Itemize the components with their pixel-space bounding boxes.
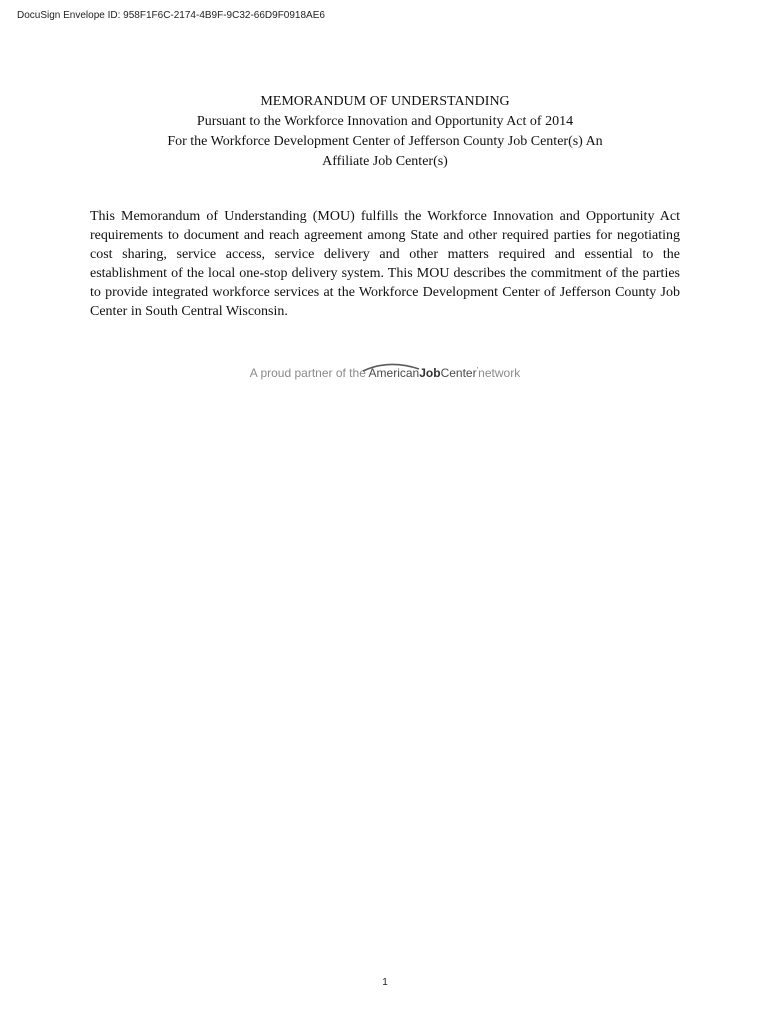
partner-logo-prefix: A proud partner of the [249, 366, 369, 380]
document-title: MEMORANDUM OF UNDERSTANDING [260, 94, 510, 109]
document-subtitle-act: Pursuant to the Workforce Innovation and Opportunity Act of 2014 [196, 114, 574, 129]
partner-logo-job-text: Job [419, 366, 441, 380]
partner-logo-center: Center [440, 366, 477, 380]
document-title-block [100, 92, 670, 172]
american-job-center-partner-logo: A proud partner of the American JobCenter’network [249, 366, 521, 380]
partner-logo-american: American [368, 366, 420, 380]
partner-logo-suffix: network [478, 366, 521, 380]
partner-logo-job [419, 366, 440, 380]
document-subtitle-center: For the Workforce Development Center of Jefferson County Job Center(s) An [167, 134, 603, 149]
page-number: 1 [382, 977, 388, 988]
docusign-envelope-id: DocuSign Envelope ID: 958F1F6C-2174-4B9F-9C32-66D9F0918AE6 [17, 10, 325, 21]
document-subtitle-affiliate: Affiliate Job Center(s) [322, 154, 448, 169]
mou-description-paragraph: This Memorandum of Understanding (MOU) fulfills the Workforce Innovation and Opportunity Act requirements to document and reach agreement among State and other required parties for negotiating cost sharing, service access, service delivery and other matters required and essential to the establishment of the local one-stop delivery system. This MOU describes the commitment of the parties to provide integrated workforce services at the Workforce Development Center of Jefferson County Job Center in South Central Wisconsin. [90, 209, 680, 319]
